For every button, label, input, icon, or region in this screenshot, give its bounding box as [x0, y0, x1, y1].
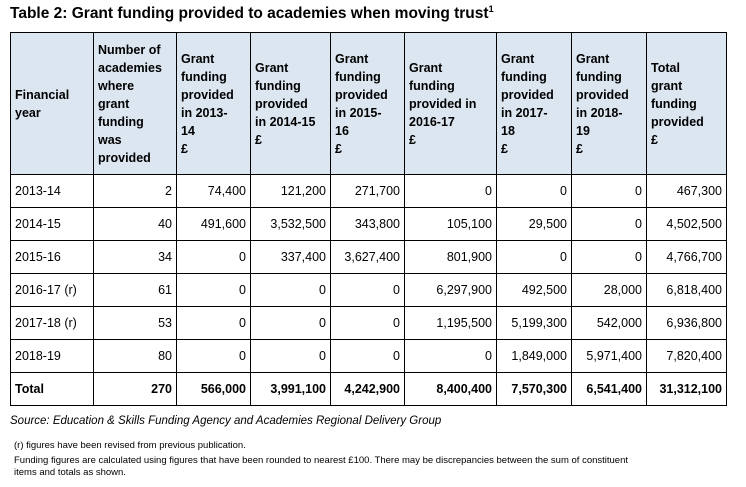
column-header-unit: £ — [181, 141, 188, 156]
table-cell: 6,541,400 — [572, 373, 647, 406]
table-cell: 3,532,500 — [251, 208, 331, 241]
column-header — [647, 33, 727, 175]
table-cell: 0 — [572, 241, 647, 274]
table-cell: 6,818,400 — [647, 274, 727, 307]
rounding-note: Funding figures are calculated using figures that have been rounded to nearest £100. There may be discrepancies between the sum of constituent — [14, 455, 629, 466]
table-cell: 0 — [572, 175, 647, 208]
column-header — [11, 33, 94, 175]
financial-year-cell: 2014-15 — [11, 208, 94, 241]
table-cell: 0 — [251, 340, 331, 373]
table-cell: 4,766,700 — [647, 241, 727, 274]
table-cell: 0 — [251, 307, 331, 340]
column-header — [177, 33, 251, 175]
column-header-unit: £ — [651, 132, 658, 147]
table-cell: 0 — [331, 307, 405, 340]
table-row — [11, 307, 727, 340]
total-label: Total — [11, 373, 94, 406]
financial-year-cell: 2015-16 — [11, 241, 94, 274]
financial-year-cell: 2016-17 (r) — [11, 274, 94, 307]
table-cell: 80 — [94, 340, 177, 373]
table-cell: 3,991,100 — [251, 373, 331, 406]
table-cell: 801,900 — [405, 241, 497, 274]
table-cell: 1,849,000 — [497, 340, 572, 373]
column-header-label: Grant funding provided in 2014-15 — [255, 60, 316, 129]
table-cell: 1,195,500 — [405, 307, 497, 340]
table-row — [11, 241, 727, 274]
table-cell: 0 — [177, 340, 251, 373]
column-header — [405, 33, 497, 175]
table-cell: 8,400,400 — [405, 373, 497, 406]
column-header — [331, 33, 405, 175]
rounding-note-continued: items and totals as shown. — [14, 467, 126, 478]
table-title-text: Table 2: Grant funding provided to academies when moving trust — [10, 5, 489, 22]
table-cell: 0 — [572, 208, 647, 241]
table-cell: 7,820,400 — [647, 340, 727, 373]
financial-year-cell: 2013-14 — [11, 175, 94, 208]
table-cell: 5,199,300 — [497, 307, 572, 340]
table-cell: 53 — [94, 307, 177, 340]
table-cell: 29,500 — [497, 208, 572, 241]
table-row — [11, 340, 727, 373]
table-cell: 492,500 — [497, 274, 572, 307]
table-cell: 0 — [251, 274, 331, 307]
table-cell: 491,600 — [177, 208, 251, 241]
table-cell: 0 — [497, 241, 572, 274]
table-row — [11, 274, 727, 307]
table-cell: 0 — [177, 274, 251, 307]
table-cell: 566,000 — [177, 373, 251, 406]
financial-year-cell: 2018-19 — [11, 340, 94, 373]
table-header-row — [11, 33, 727, 175]
table-row — [11, 175, 727, 208]
table-cell: 542,000 — [572, 307, 647, 340]
total-row — [11, 373, 727, 406]
column-header-unit: £ — [576, 141, 583, 156]
revision-note: (r) figures have been revised from previous publication. — [14, 440, 246, 451]
column-header-label: Grant funding provided in 2017- 18 — [501, 51, 554, 138]
table-cell: 2 — [94, 175, 177, 208]
table-cell: 28,000 — [572, 274, 647, 307]
table-cell: 61 — [94, 274, 177, 307]
table-cell: 0 — [497, 175, 572, 208]
table-cell: 121,200 — [251, 175, 331, 208]
table-cell: 6,297,900 — [405, 274, 497, 307]
table-cell: 0 — [405, 340, 497, 373]
table-cell: 74,400 — [177, 175, 251, 208]
financial-year-cell: 2017-18 (r) — [11, 307, 94, 340]
table-title — [10, 5, 494, 23]
column-header-label: Grant funding provided in 2016-17 — [409, 60, 477, 129]
column-header-label: Grant funding provided in 2018- 19 — [576, 51, 629, 138]
table-cell: 0 — [331, 274, 405, 307]
table-cell: 270 — [94, 373, 177, 406]
column-header-label: Grant funding provided in 2013- 14 — [181, 51, 234, 138]
column-header-unit: £ — [501, 141, 508, 156]
title-footnote-marker: 1 — [488, 3, 494, 14]
table-cell: 343,800 — [331, 208, 405, 241]
table-cell: 0 — [177, 241, 251, 274]
table-cell: 6,936,800 — [647, 307, 727, 340]
table-cell: 4,242,900 — [331, 373, 405, 406]
column-header — [94, 33, 177, 175]
table-cell: 0 — [405, 175, 497, 208]
column-header-unit: £ — [409, 132, 416, 147]
table-cell: 4,502,500 — [647, 208, 727, 241]
table-cell: 40 — [94, 208, 177, 241]
table-row — [11, 208, 727, 241]
column-header — [251, 33, 331, 175]
column-header-label: Grant funding provided in 2015- 16 — [335, 51, 388, 138]
column-header-label: Financial year — [15, 87, 70, 120]
table-cell: 271,700 — [331, 175, 405, 208]
table-cell: 0 — [177, 307, 251, 340]
column-header — [497, 33, 572, 175]
column-header-unit: £ — [255, 132, 262, 147]
table-cell: 31,312,100 — [647, 373, 727, 406]
table-cell: 0 — [331, 340, 405, 373]
source-note: Source: Education & Skills Funding Agency and Academies Regional Delivery Group — [10, 415, 442, 427]
table-cell: 337,400 — [251, 241, 331, 274]
column-header — [572, 33, 647, 175]
column-header-label: Total grant funding provided — [651, 60, 704, 129]
grant-funding-table — [10, 32, 727, 406]
table-cell: 34 — [94, 241, 177, 274]
table-cell: 7,570,300 — [497, 373, 572, 406]
table-cell: 105,100 — [405, 208, 497, 241]
table-cell: 467,300 — [647, 175, 727, 208]
column-header-unit: £ — [335, 141, 342, 156]
table-cell: 5,971,400 — [572, 340, 647, 373]
column-header-label: Number of academies where grant funding was provided — [98, 42, 162, 165]
table-cell: 3,627,400 — [331, 241, 405, 274]
